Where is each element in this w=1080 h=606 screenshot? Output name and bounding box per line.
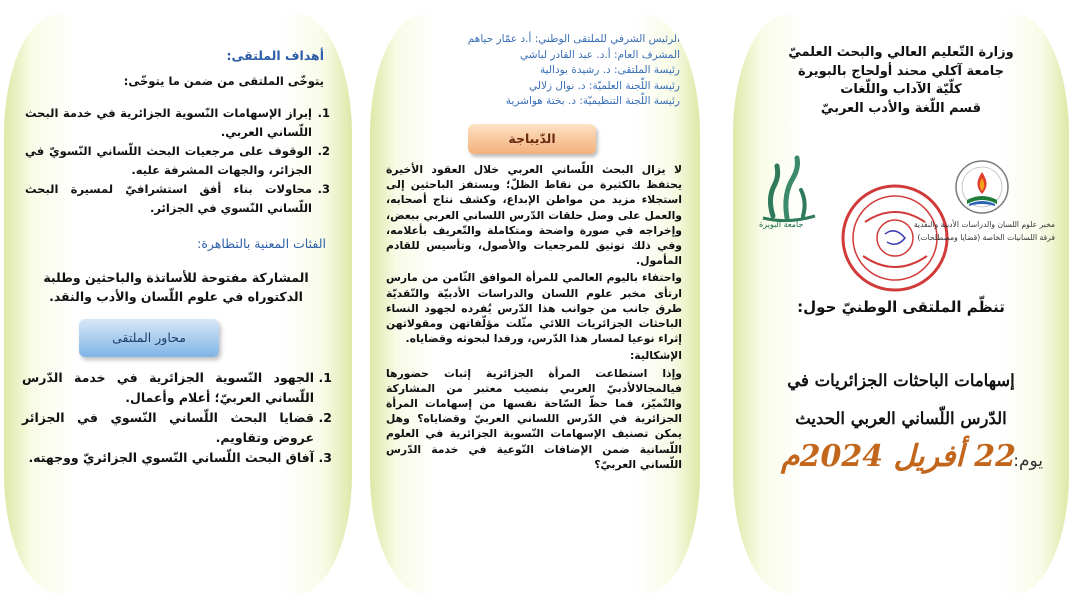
item-number: 3. bbox=[317, 182, 330, 196]
institution-line: جامعة آكلي محند أولحاج بالبويرة bbox=[797, 63, 1005, 79]
item-text: إبراز الإسهامات النّسوية الجزائرية في خدمة البحث اللّساني العربي. bbox=[25, 106, 312, 139]
preamble-paragraph: واحتفاء باليوم العالمي للمرأة الموافق الثّامن من مارس ارتأى مخبر علوم اللسان والدراسات الأدبيّة والنّقديّة طرق جانب من جوانب هذا الدّرس يُفرده لجهود النساء الباحثات الجزائريات اللائي مثّلت مؤلّفاتهن ومقولاتهن إثراء نوعيا لمسار هذا الدّرس، ورفدا لبحوثه وقضاياه. bbox=[386, 271, 682, 346]
list-item bbox=[22, 448, 332, 468]
lab-name bbox=[839, 218, 1055, 244]
objectives-list bbox=[25, 104, 330, 218]
official-line: رئيسة الملتقى: د. رشيدة بودالية bbox=[540, 64, 680, 76]
lab-line: فرقة اللسانيات الخاصة (قضايا ومصطلحات) bbox=[917, 233, 1055, 242]
objectives-title: أهداف الملتقى: bbox=[226, 48, 324, 63]
item-text: محاولات بناء أفق استشرافيّ لمسيرة البحث اللّساني النّسوي في الجزائر. bbox=[25, 182, 312, 215]
lab-line: مخبر علوم اللسان والدراسات الأدبية والنقدية bbox=[913, 220, 1055, 229]
list-item bbox=[22, 368, 332, 408]
panel-cover bbox=[733, 14, 1069, 594]
institution-header bbox=[751, 44, 1051, 118]
event-date: 22 أفريل 2024م bbox=[781, 439, 1017, 474]
date-label: يوم: bbox=[1013, 451, 1043, 471]
item-number: 3. bbox=[318, 450, 332, 465]
preamble-paragraph: وإذا استطاعت المرأة الجزائرية إثبات حضورها فيالمجالالأدبيّ العربي بنصيب معتبر من المشاركة والتّميّز، فما حظّ السّاحة نفسها من إسهامات المرأة الجزائرية في الدّرس اللساني العربيّ وقضاياه؟ وهل يمكن تصنيف الإسهامات النّسوية الجزائرية في العلوم اللّسانية ضمن الإضافات النّوعية في خدمة الدّرس اللّساني العربيّ؟ bbox=[386, 366, 682, 471]
item-text: الوقوف على مرجعيات البحث اللّساني النّسويّ في الجزائر، والجهات المشرفة عليه. bbox=[25, 144, 312, 177]
axes-title-badge: محاور الملتقى bbox=[79, 319, 219, 357]
panel-preamble bbox=[370, 14, 700, 594]
institution-line: قسم اللّغة والأدب العربيّ bbox=[820, 100, 982, 116]
categories-title: الفئات المعنية بالتظاهرة: bbox=[197, 236, 326, 251]
organizes-heading: تنظّم الملتقى الوطنيّ حول: bbox=[797, 298, 1005, 316]
preamble-text bbox=[386, 162, 682, 474]
axes-list bbox=[22, 368, 332, 468]
conference-theme bbox=[743, 362, 1059, 438]
theme-line: الدّرس اللّساني العربي الحديث bbox=[795, 409, 1007, 428]
official-line: المشرف العام: أ.د. عبد القادر لباشي bbox=[519, 48, 680, 61]
official-line: الرئيس الشرفي للملتقى الوطني: أ.د عمّار حياهم bbox=[467, 33, 680, 45]
categories-text: المشاركة مفتوحة للأساتذة والباحثين وطلبة الدكتوراه في علوم اللّسان والأدب والنقد. bbox=[43, 270, 309, 304]
official-line: رئيسة اللّجنة العلميّة: د. نوال زلالي bbox=[529, 79, 680, 92]
list-item bbox=[22, 408, 332, 448]
list-item bbox=[25, 180, 330, 218]
preamble-title-badge: الدّيباجة bbox=[468, 124, 596, 154]
item-text: قضايا البحث اللّساني النّسوي في الجزائر عروض وتقاويم. bbox=[22, 410, 314, 445]
logos-area bbox=[747, 154, 1057, 264]
official-line: رئيسة اللّجنة التنظيميّة: د. بختة هواشرية bbox=[505, 95, 680, 107]
list-item bbox=[25, 142, 330, 180]
list-item bbox=[25, 104, 330, 142]
item-number: 1. bbox=[318, 370, 332, 385]
problem-heading: الإشكالية: bbox=[629, 349, 682, 363]
item-number: 2. bbox=[317, 144, 330, 158]
panel-objectives bbox=[4, 14, 352, 594]
institution-line: وزارة التّعليم العالي والبحث العلميّ bbox=[788, 45, 1014, 60]
item-number: 2. bbox=[318, 410, 332, 425]
officials-list bbox=[380, 32, 680, 110]
theme-line: إسهامات الباحثات الجزائريات في bbox=[787, 371, 1015, 390]
lab-logo-icon bbox=[953, 158, 1011, 216]
objectives-intro: يتوخّى الملتقى من ضمن ما يتوخّى: bbox=[123, 74, 324, 88]
item-text: الجهود النّسوية الجزائرية في خدمة الدّرس اللّساني العربيّ؛ أعلام وأعمال. bbox=[22, 370, 314, 405]
university-logo-caption: جامعة البويرة bbox=[759, 220, 804, 229]
item-number: 1. bbox=[317, 106, 330, 120]
item-text: آفاق البحث اللّساني النّسوي الجزائريّ ووجهته. bbox=[28, 450, 314, 465]
institution-line: كلّيّة الآداب واللّغات bbox=[840, 82, 962, 97]
preamble-paragraph: لا يزال البحث اللّساني العربي خلال العقود الأخيرة يحتفظ بالكثيرة من نقاط الظلّ؛ ويستفز الباحثين إلى استجلاء مزيد من مواطن الإبداع، وكشف نتاج أصحابه، والعمل على وصل حلقات الدّرس اللساني العربي ببعض، وإخراجه في صورة واضحة ومتكاملة والتّعريف بأعلامه، وفي ذلك توثيق للمرجعيات والأصول، وتأسيس للقادم المأمول. bbox=[386, 163, 682, 268]
